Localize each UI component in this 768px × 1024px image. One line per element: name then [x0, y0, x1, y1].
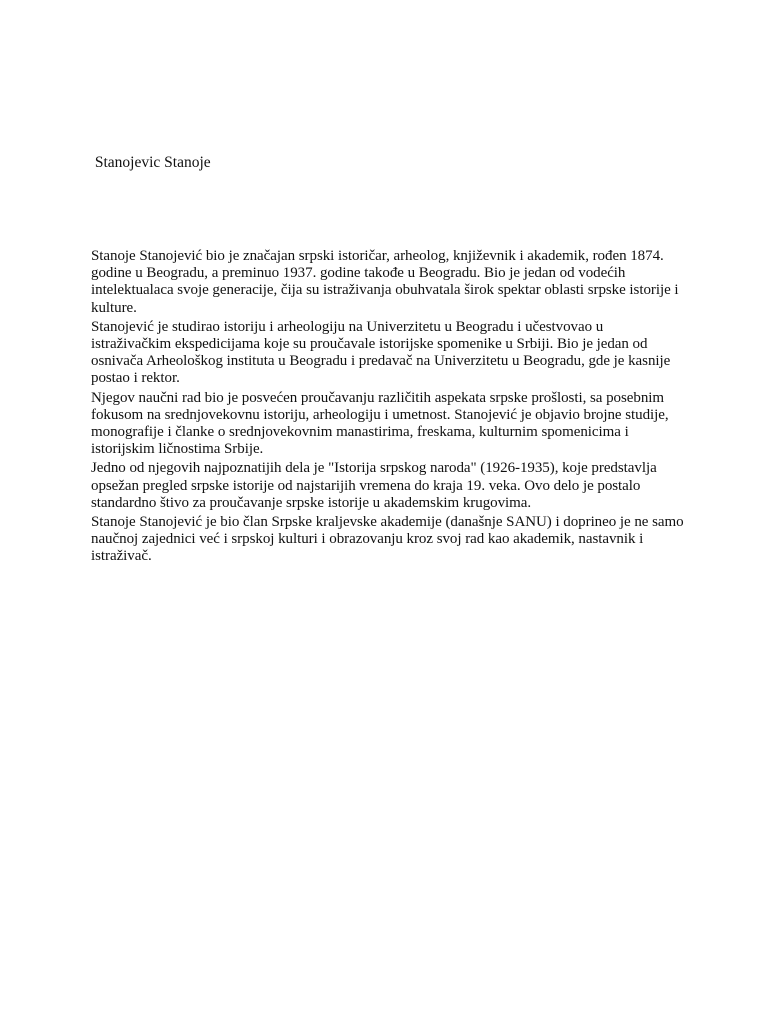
document-body: [91, 248, 687, 568]
paragraph-2: Stanojević je studirao istoriju i arheologiju na Univerzitetu u Beogradu i učestvovao u istraživačkim ekspedicijama koje su proučavale istorijske spomenike u Srbiji. Bio je jedan od osnivača Arheološkog instituta u Beogradu i predavač na Univerzitetu u Beogradu, gde je kasnije postao i rektor.: [91, 318, 671, 387]
document-title: Stanojevic Stanoje: [91, 154, 211, 171]
paragraph-3: Njegov naučni rad bio je posvećen proučavanju različitih aspekata srpske prošlosti, sa posebnim fokusom na srednjovekovnu istoriju, arheologiju i umetnost. Stanojević je objavio brojne studije, monografije i članke o srednjovekovnim manastirima, freskama, kulturnim spomenicima i istorijskim ličnostima Srbije.: [91, 389, 669, 458]
paragraph-1: Stanoje Stanojević bio je značajan srpski istoričar, arheolog, književnik i akademik, rođen 1874. godine u Beogradu, a preminuo 1937. godine takođe u Beogradu. Bio je jedan od vodećih intelektualaca svoje generacije, čija su istraživanja obuhvatala širok spektar oblasti srpske istorije i kulture.: [91, 248, 679, 316]
paragraph-4: Jedno od njegovih najpoznatijih dela je "Istorija srpskog naroda" (1926-1935), koje predstavlja opsežan pregled srpske istorije od najstarijih vremena do kraja 19. veka. Ovo delo je postalo standardno štivo za proučavanje srpske istorije u akademskim krugovima.: [91, 460, 657, 511]
paragraph-5: Stanoje Stanojević je bio član Srpske kraljevske akademije (današnje SANU) i doprineo je ne samo naučnoj zajednici već i srpskoj kulturi i obrazovanju kroz svoj rad kao akademik, nastavnik i istraživač.: [91, 514, 684, 565]
